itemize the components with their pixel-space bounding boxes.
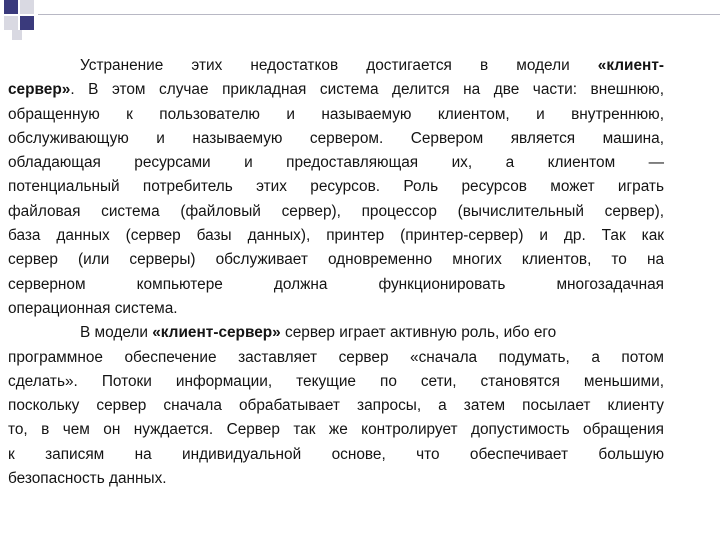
p1-line-2	[8, 78, 664, 102]
p1-line-5: обладающая ресурсами и предоставляющая их, а клиентом —	[8, 154, 664, 172]
p1-line-1	[8, 54, 664, 78]
p1-line-3: обращенную к пользователю и называемую клиентом, и внутреннюю,	[8, 105, 664, 123]
p2-line-3: сделать». Потоки информации, текущие по сети, становятся меньшими,	[8, 372, 664, 390]
p1-line-6: потенциальный потребитель этих ресурсов. Роль ресурсов может играть	[8, 178, 664, 196]
p1-term-client-server-end: сервер»	[8, 81, 71, 99]
p1-line-10: серверном компьютере должна функционировать многозадачная	[8, 275, 664, 293]
p2-line-4: поскольку сервер сначала обрабатывает запросы, а затем посылает клиенту	[8, 397, 664, 415]
p2-line-1-text-b: сервер играет активную роль, ибо его	[280, 324, 557, 342]
decor-square-light-3	[12, 30, 22, 40]
p2-line-7: безопасность данных.	[8, 470, 167, 488]
header-rule	[38, 14, 720, 15]
p2-line-5: то, в чем он нуждается. Сервер так же контролирует допустимость обращения	[8, 421, 664, 439]
p1-line-2-text: . В этом случае прикладная система делится на две части: внешнюю,	[70, 81, 664, 99]
p1-line-8: база данных (сервер базы данных), принтер (принтер-сервер) и др. Так как	[8, 227, 664, 245]
p1-line-1-text: Устранение этих недостатков достигается в модели	[80, 57, 598, 74]
p2-line-1-text-a: В модели	[80, 324, 153, 342]
decor-square-light-2	[4, 16, 18, 30]
p1-term-client-server-start: «клиент-	[597, 57, 664, 74]
p1-line-7: файловая система (файловый сервер), процессор (вычислительный сервер),	[8, 202, 664, 220]
decor-square-dark-1	[4, 0, 18, 14]
paragraph-1	[8, 54, 664, 321]
paragraph-2	[8, 321, 664, 491]
document-body	[8, 54, 664, 491]
p1-line-4: обслуживающую и называемую сервером. Сервером является машина,	[8, 129, 664, 147]
p1-line-9: сервер (или серверы) обслуживает одновременно многих клиентов, то на	[8, 251, 664, 269]
p2-term-client-server: «клиент-сервер»	[152, 324, 281, 342]
decor-square-dark-2	[20, 16, 34, 30]
p1-line-11: операционная система.	[8, 299, 178, 317]
p2-line-1	[8, 321, 664, 345]
decor-square-light-1	[20, 0, 34, 14]
p2-line-6: к записям на индивидуальной основе, что обеспечивает большую	[8, 445, 664, 463]
p2-line-2: программное обеспечение заставляет сервер «сначала подумать, а потом	[8, 348, 664, 366]
slide-header-decoration	[0, 0, 720, 42]
